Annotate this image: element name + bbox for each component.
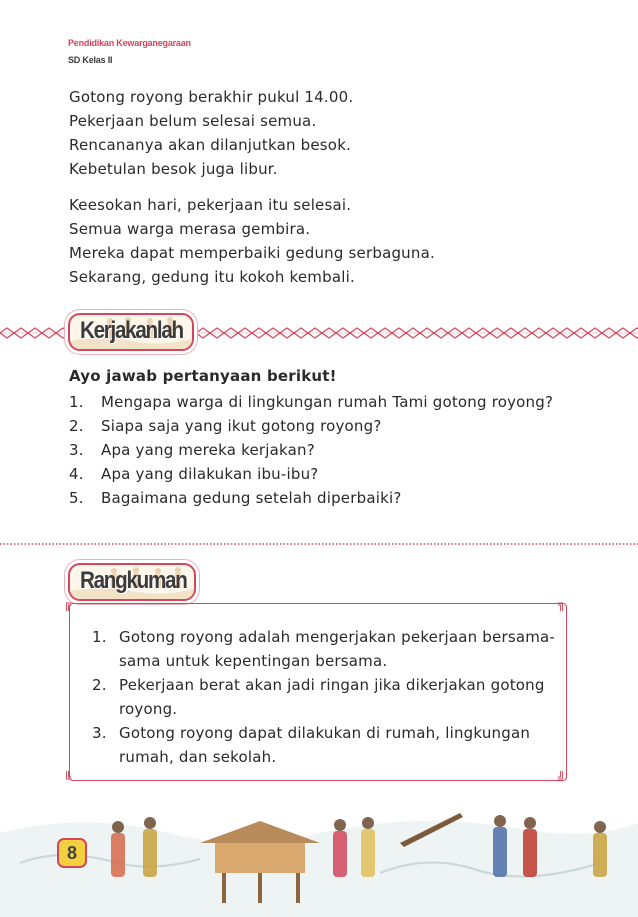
- story-line: Gotong royong berakhir pukul 14.00.: [69, 88, 354, 106]
- list-number: 4.: [69, 465, 84, 483]
- person-icon: [493, 815, 507, 877]
- exercise-title: Kerjakanlah: [80, 317, 183, 344]
- summary-text: Gotong royong adalah mengerjakan pekerjaan bersama-sama untuk kepentingan bersama.: [119, 628, 556, 670]
- summary-text: Gotong royong dapat dilakukan di rumah, lingkungan rumah, dan sekolah.: [119, 724, 531, 766]
- list-number: 5.: [69, 489, 84, 507]
- summary-list: [92, 625, 559, 769]
- person-icon: [593, 821, 607, 877]
- summary-title-tab: [68, 563, 196, 601]
- story-line: Pekerjaan belum selesai semua.: [69, 112, 317, 130]
- dotted-divider: [0, 540, 638, 548]
- list-item: [69, 462, 571, 486]
- list-number: 1.: [92, 628, 107, 646]
- corner-ornament-icon: ╗: [558, 597, 566, 611]
- list-item: [92, 625, 559, 673]
- question-text: Bagaimana gedung setelah diperbaiki?: [101, 489, 402, 507]
- exercise-title-tab: [68, 313, 194, 351]
- question-text: Siapa saja yang ikut gotong royong?: [101, 417, 382, 435]
- person-icon: [333, 819, 347, 877]
- story-line: Keesokan hari, pekerjaan itu selesai.: [69, 196, 352, 214]
- list-number: 1.: [69, 393, 84, 411]
- person-icon: [143, 817, 157, 877]
- header-subject: Pendidikan Kewarganegaraan: [68, 38, 191, 48]
- summary-title: Rangkuman: [80, 567, 187, 594]
- person-icon: [361, 817, 375, 877]
- story-line: Sekarang, gedung itu kokoh kembali.: [69, 268, 355, 286]
- question-text: Apa yang mereka kerjakan?: [101, 441, 315, 459]
- list-number: 2.: [92, 676, 107, 694]
- question-list: [69, 390, 571, 510]
- corner-ornament-icon: ╔: [64, 597, 72, 611]
- corner-ornament-icon: ╚: [64, 771, 72, 785]
- list-number: 3.: [69, 441, 84, 459]
- story-line: Rencananya akan dilanjutkan besok.: [69, 136, 352, 154]
- header-class: SD Kelas II: [68, 55, 113, 65]
- person-icon: [111, 821, 125, 877]
- story-line: Semua warga merasa gembira.: [69, 220, 311, 238]
- story-paragraph-1: [69, 85, 353, 181]
- person-icon: [523, 817, 537, 877]
- story-line: Mereka dapat memperbaiki gedung serbaguna.: [69, 244, 435, 262]
- list-item: [69, 390, 571, 414]
- story-line: Kebetulan besok juga libur.: [69, 160, 278, 178]
- list-item: [69, 438, 571, 462]
- list-number: 2.: [69, 417, 84, 435]
- question-text: Mengapa warga di lingkungan rumah Tami gotong royong?: [101, 393, 554, 411]
- footer-illustration: [0, 793, 638, 917]
- list-item: [92, 673, 559, 721]
- story-paragraph-2: [69, 193, 435, 289]
- list-number: 3.: [92, 724, 107, 742]
- summary-text: Pekerjaan berat akan jadi ringan jika dikerjakan gotong royong.: [119, 676, 545, 718]
- list-item: [69, 414, 571, 438]
- question-text: Apa yang dilakukan ibu-ibu?: [101, 465, 319, 483]
- list-item: [92, 721, 559, 769]
- list-item: [69, 486, 571, 510]
- page-number-badge: 8: [57, 838, 87, 868]
- exercise-instruction: Ayo jawab pertanyaan berikut!: [69, 367, 337, 385]
- corner-ornament-icon: ╝: [558, 771, 566, 785]
